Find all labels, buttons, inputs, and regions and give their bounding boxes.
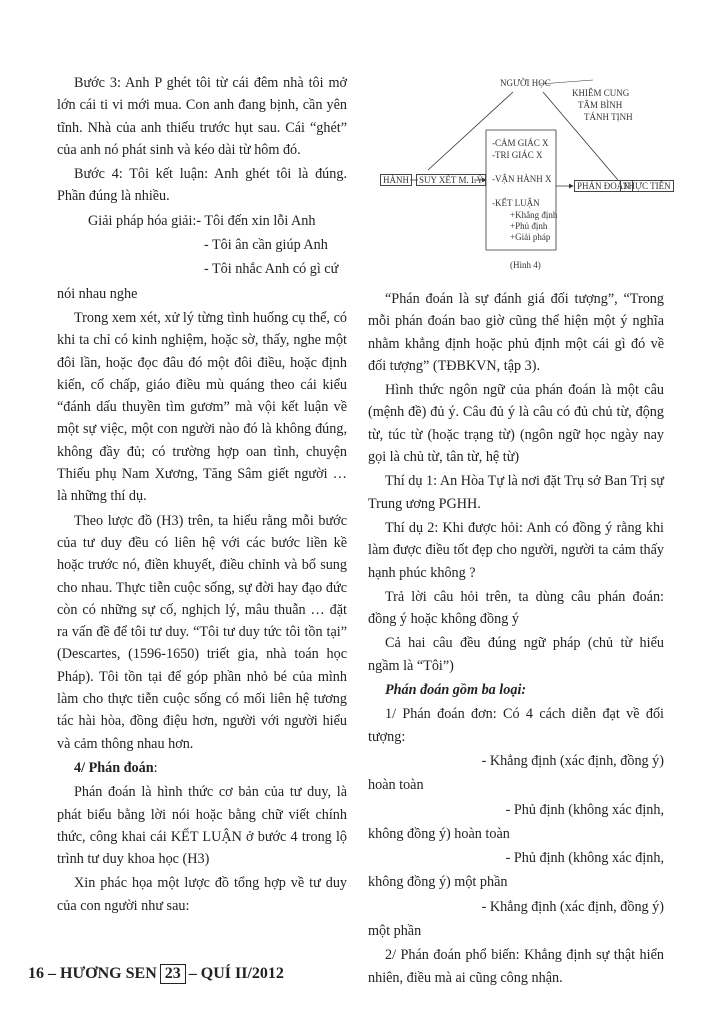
paragraph: Bước 4: Tôi kết luận: Anh ghét tôi là đúng. Phần đúng là nhiều.: [57, 166, 347, 205]
paragraph: Trong xem xét, xử lý từng tình huống cụ thể, có khi ta chỉ có kinh nghiệm, hoặc sờ, thấy, nghe một đôi lần, hoặc đọc đâu đó một đôi điều, hoặc định kiến, cố chấp, giáo điều mù quáng theo cái kiểu “đánh dấu thuyền tìm gươm” mà vội kết luận về một sự việc, một con người nào đó là không đúng, không đầy đủ; có trường hợp oan tình, chuyện Thiếu phụ Nam Xương, Tăng Sâm giết người … là những thí dụ.: [57, 309, 347, 505]
diagram-label: -VẬN HÀNH X: [492, 174, 552, 184]
diagram-label: -CẢM GIÁC X: [492, 138, 549, 148]
list-line: - Phủ định (không xác định,: [505, 850, 664, 867]
paragraph: Trả lời câu hỏi trên, ta dùng câu phán đoán: đồng ý hoặc không đồng ý: [368, 588, 664, 628]
solution-line: Giải pháp hóa giải:- Tôi đến xin lỗi Anh: [88, 212, 316, 229]
paragraph: Hình thức ngôn ngữ của phán đoán là một câu (mệnh đề) đủ ý. Câu đủ ý là câu có đủ chủ từ, động từ, túc từ (hoặc trạng từ) (ngôn ngữ học ngày nay gọi là chủ từ, tân từ, hệ từ): [368, 382, 664, 466]
solution-line: - Tôi nhắc Anh có gì cứ: [204, 261, 339, 278]
footer-issue-box: 23: [160, 964, 186, 984]
paragraph: Cả hai câu đều đúng ngữ pháp (chủ từ hiểu ngầm là “Tôi”): [368, 635, 664, 674]
paragraph: Phán đoán là hình thức cơ bản của tư duy, là phát biểu bằng lời nói hoặc bằng chữ viết chính thức, công khai cái KẾT LUẬN ở bước 4 trong lộ trình tư duy khoa học (H3): [57, 784, 347, 868]
list-line: - Phủ định (không xác định,: [505, 801, 664, 818]
paragraph: 1/ Phán đoán đơn: Có 4 cách diễn đạt về đối tượng:: [368, 706, 664, 745]
diagram-label: +Phủ định: [510, 221, 548, 231]
section-heading: 4/ Phán đoán:: [74, 759, 158, 776]
right-column: [368, 288, 664, 991]
list-line: không đồng ý) một phần: [368, 874, 508, 891]
left-column: [57, 72, 347, 919]
paragraph: Xin phác họa một lược đồ tổng hợp về tư duy của con người như sau:: [57, 875, 347, 914]
diagram-box-judgment: PHÁN ĐOÁN: [574, 180, 633, 192]
diagram-box-action: HÀNH: [380, 174, 412, 186]
paragraph: Bước 3: Anh P ghét tôi từ cái đêm nhà tôi mở lớn cái ti vi mới mua. Con anh đang bịnh, cần yên tĩnh. Nhà của anh thiếu trước hụt sau. Cái “ghét” của anh nó phát sinh và kéo dài từ hôm đó.: [57, 75, 347, 158]
section-heading: Phán đoán gồm ba loại:: [385, 682, 527, 699]
diagram-label: -TRI GIÁC X: [492, 150, 543, 160]
page-footer: [28, 964, 284, 984]
diagram-label-learner: NGƯỜI HỌC: [500, 78, 551, 88]
list-line: không đồng ý) hoàn toàn: [368, 825, 510, 842]
footer-period: – QUÍ II/2012: [188, 965, 284, 982]
diagram-box-practice: THỰC TIỄN: [620, 180, 674, 192]
paragraph: Theo lược đồ (H3) trên, ta hiểu rằng mỗi bước của tư duy đều có liên hệ với các bước liền kề hoặc trước nó, điền khuyết, điều chỉnh và bổ sung cho nhau. Thực tiễn cuộc sống, sự đời hay đạo đức còn có những sự cố, nghịch lý, mâu thuẫn … đặt ra vấn đề để tôi tư duy. “Tôi tư duy tức tôi tồn tại” (Descartes, (1596-1650) triết gia, nhà toán học Pháp). Tôi tồn tại để góp phần nhỏ bé của mình làm cho thực tiễn cuộc sống có mối liên hệ tương tác hài hòa, đồng điệu hơn, người với người hiểu và cảm thông nhau hơn.: [57, 512, 347, 752]
paragraph: “Phán đoán là sự đánh giá đối tượng”, “Trong mỗi phán đoán bao giờ cũng thể hiện một ý nghĩa nhằm khẳng định hoặc phủ định một cái gì đó về đối tượng” (TĐBKVN, tập 3).: [368, 291, 664, 374]
diagram-label: KHIÊM CUNG: [572, 88, 630, 98]
paragraph: Thí dụ 1: An Hòa Tự là nơi đặt Trụ sở Ban Trị sự Trung ương PGHH.: [368, 473, 664, 512]
paragraph: 2/ Phán đoán phổ biến: Khẳng định sự thật hiển nhiên, điều mà ai cũng công nhận.: [368, 947, 664, 986]
diagram-label: +Khẳng định: [510, 210, 558, 220]
diagram-box-reasoning: SUY XÉT M. LÝ: [416, 174, 486, 186]
solution-line: nói nhau nghe: [57, 285, 138, 302]
paragraph: Thí dụ 2: Khi được hỏi: Anh có đồng ý rằng khi làm được điều tốt đẹp cho người, người ta cảm thấy hạnh phúc không ?: [368, 519, 664, 581]
list-line: - Khẳng định (xác định, đồng ý): [481, 752, 664, 769]
diagram-label: TÂM BÌNH: [578, 100, 623, 110]
footer-page: 16 – HƯƠNG SEN: [28, 965, 157, 982]
list-line: một phần: [368, 923, 422, 940]
list-line: hoàn toàn: [368, 777, 424, 794]
list-line: - Khẳng định (xác định, đồng ý): [481, 898, 664, 915]
diagram-label: -KẾT LUẬN: [492, 198, 540, 208]
diagram-caption: (Hình 4): [510, 260, 541, 270]
diagram-label: +Giải pháp: [510, 232, 551, 242]
thinking-diagram: [368, 70, 671, 280]
diagram-label: TÁNH TỊNH: [584, 112, 633, 122]
solution-line: - Tôi ân cần giúp Anh: [204, 237, 328, 254]
